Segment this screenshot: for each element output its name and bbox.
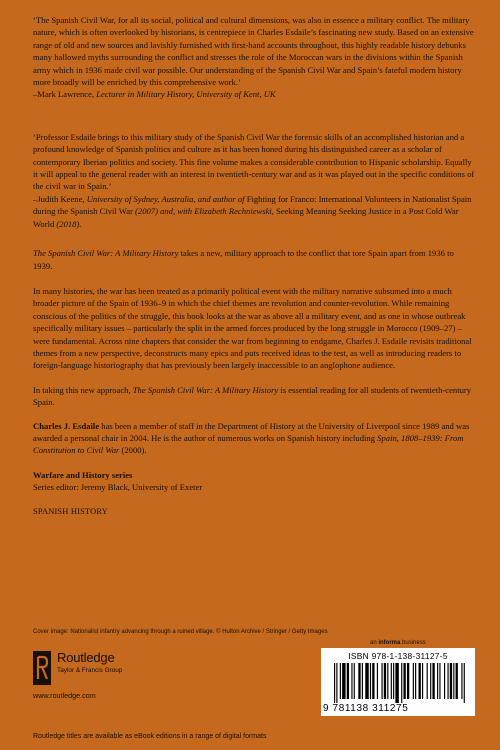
- publisher-group: Taylor & Francis Group: [57, 667, 123, 674]
- barcode-digits: 9 781138 311275: [323, 703, 409, 714]
- ebook-availability-note: Routledge titles are available as eBook editions in a range of digital formats: [33, 733, 267, 740]
- quote-text: ‘Professor Esdaile brings to this military study of the Spanish Civil War the forensic skills of an accomplished historian and a profound knowledge of Spanish politics and culture as it has been honed during his distinguished career as a scholar of contemporary Iberian politics and society. This fine volume makes a considerable contribution to Hispanic scholarship. Equally it will appeal to the general reader with an interest in twentieth-century war and as it was played out in the specific conditions of the civil war in Spain.’: [33, 131, 475, 192]
- spacer: [33, 272, 475, 285]
- quote-attribution-year: (2018).: [56, 218, 82, 229]
- spacer: [33, 457, 475, 469]
- author-bio: [33, 420, 475, 457]
- publisher-website[interactable]: www.routledge.com: [33, 691, 96, 700]
- barcode-icon: [334, 663, 466, 703]
- informa-prefix: an: [370, 640, 379, 646]
- quote-attribution-book: Seeking Meaning Seeking Justice in a Post Cold War World: [33, 206, 459, 229]
- quote-attribution: –Mark Lawrence,: [33, 89, 97, 100]
- quote-attribution: –Judith Keene,: [33, 193, 87, 204]
- series-info: [33, 469, 475, 494]
- book-title: The Spanish Civil War: A Military History: [33, 248, 179, 259]
- quote-attribution-year: (2007) and, with Elizabeth Rechniewski,: [135, 206, 277, 217]
- spacer: [33, 372, 475, 384]
- quote-text: ‘The Spanish Civil War, for all its social, political and cultural dimensions, was also in essence a military conflict. The military nature, which is often overlooked by historians, is centrepiece in Charles Esdaile’s fascinating new study. Based on an extensive range of old and new sources and lavishly furnished with first-hand accounts throughout, this highly readable history debunks many hallowed myths surrounding the conflict and stresses the role of the Moroccan wars in the divisions within the Spanish army which in 1936 made civil war possible. Our understanding of the Spanish Civil War and Spain’s fateful modern history more broadly will be enriched by this comprehensive work.’: [33, 15, 474, 88]
- bio-text: (2000).: [119, 445, 147, 456]
- bio-text: has been a member of staff in the Department of History at the University of Liverpool since 1989 and was awarded a personal chair in 2004. He is the author of numerous works on Spanish history including: [33, 420, 470, 443]
- informa-brand: informa: [378, 640, 401, 646]
- series-editor: Series editor: Jeremy Black, University of Exeter: [33, 482, 203, 493]
- subject-category: SPANISH HISTORY: [33, 506, 108, 516]
- spacer: [33, 494, 475, 506]
- author-name: Charles J. Esdaile: [33, 420, 100, 431]
- routledge-logo-icon: [33, 651, 51, 685]
- spacer: [33, 230, 475, 247]
- isbn-barcode: [321, 648, 475, 716]
- publisher-name: Routledge: [57, 650, 115, 665]
- book-title: The Spanish Civil War: A Military History: [132, 384, 279, 395]
- back-cover-text: [33, 14, 475, 518]
- isbn-label: ISBN 978-1-138-31127-5: [348, 651, 448, 661]
- review-quote-2: [33, 131, 475, 230]
- description-body: In many histories, the war has been treated as a primarily political event with the military narrative subsumed into a much broader picture of the Spain of 1936–9 in which the chief themes are revolution and counter-revolution. While remaining conscious of the politics of the struggle, this book looks at the war as above all a military event, and as one in whose outbreak specifically military issues – particularly the split in the armed forces produced by the long struggle in Morocco (1909–27) – were fundamental. Across nine chapters that consider the war from beginning to endgame, Charles J. Esdaile revisits traditional themes from a new perspective, deconstructs many epics and puts received ideas to the test, as well as introducing readers to foreign-language historiography that has previously been largely inaccessible to an anglophone audience.: [33, 285, 472, 371]
- quote-attribution-title: Lecturer in Military History, University of Kent, UK: [96, 89, 276, 100]
- series-title: Warfare and History series: [33, 469, 133, 480]
- description-intro: [33, 247, 475, 272]
- description-text: takes a new, military approach to the conflict that tore Spain apart from 1936 to 1939.: [33, 248, 454, 271]
- cover-image-credit: Cover image: Nationalist infantry advancing through a ruined village. © Hulton Archive / Stringer / Getty Images: [33, 629, 328, 635]
- review-quote-1: [33, 14, 475, 101]
- quote-attribution-title: University of Sydney, Australia, and author of: [86, 193, 247, 204]
- spacer: [33, 101, 475, 131]
- description-text: In taking this new approach,: [33, 384, 133, 395]
- description-conclusion: [33, 384, 475, 409]
- bio-book-title: Spain, 1808–1939: From Constitution to Civil War: [33, 432, 464, 456]
- quote-attribution-book: Fighting for Franco: International Volunteers in Nationalist Spain during the Spanish Civil War: [33, 193, 472, 217]
- description-text: is essential reading for all students of twentieth-century Spain.: [33, 384, 472, 408]
- informa-suffix: business: [400, 640, 426, 646]
- informa-business-tag: [370, 640, 426, 646]
- spacer: [33, 409, 475, 420]
